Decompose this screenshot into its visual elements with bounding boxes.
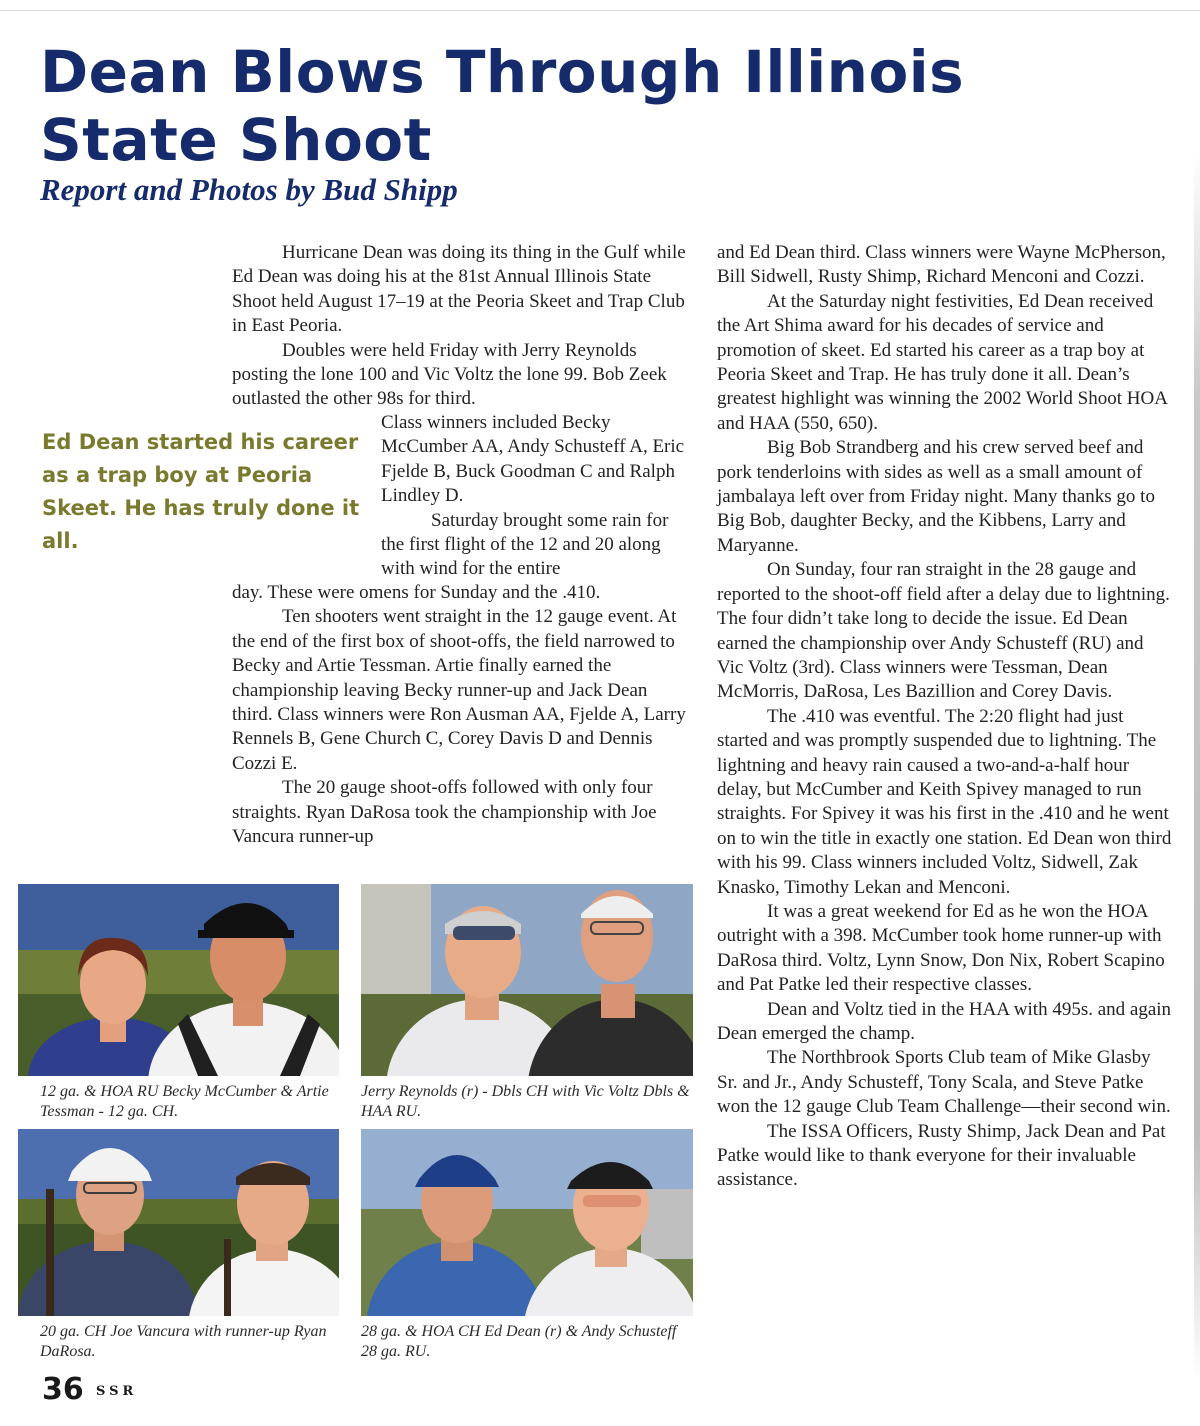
paragraph: The 20 gauge shoot-offs followed with only four straights. Ryan DaRosa took the championship with Joe Vancura runner-up [232, 777, 657, 848]
paragraph: Doubles were held Friday with Jerry Reynolds posting the lone 100 and Vic Voltz the lone 99. Bob Zeek outlasted the other 98s for third. [232, 339, 667, 410]
paragraph: It was a great weekend for Ed as he won the HOA outright with a 398. McCumber took home runner-up with DaRosa third. Voltz, Lynn Snow, Don Nix, Robert Scapino and Pat Patke led their respective classes. [717, 900, 1165, 996]
paragraph: The Northbrook Sports Club team of Mike Glasby Sr. and Jr., Andy Schusteff, Tony Scala, and Steve Patke won the 12 gauge Club Team Challenge—their second win. [717, 1047, 1171, 1118]
paragraph: The ISSA Officers, Rusty Shimp, Jack Dean and Pat Patke would like to thank everyone for their invaluable assistance. [717, 1120, 1166, 1191]
photo-caption: 12 ga. & HOA RU Becky McCumber & Artie Tessman - 12 ga. CH. [40, 1083, 329, 1120]
page-number: 36 [42, 1372, 84, 1407]
pull-quote: Ed Dean started his career as a trap boy at Peoria Skeet. He has truly done it all. [42, 430, 360, 553]
paragraph: Class winners included Becky McCumber AA, Andy Schusteff A, Eric Fjelde B, Buck Goodman C and Ralph Lindley D. [381, 412, 685, 507]
article-title: Dean Blows Through Illinois State Shoot [40, 38, 965, 174]
photo-caption: 28 ga. & HOA CH Ed Dean (r) & Andy Schusteff 28 ga. RU. [361, 1323, 677, 1360]
column-1-narrow [381, 411, 693, 582]
photo-vancura-darosa [18, 1129, 339, 1316]
paragraph: At the Saturday night festivities, Ed Dean received the Art Shima award for his decades of service and promotion of skeet. Ed started his career as a trap boy at Peoria Skeet and Trap. He has truly done it all. Dean’s greatest highlight was winning the 2002 World Shoot HOA and HAA (550, 650). [717, 290, 1167, 434]
paragraph: On Sunday, four ran straight in the 28 gauge and reported to the shoot-off field after a delay due to lightning. The four didn’t take long to decide the issue. Ed Dean earned the championship over Andy Schusteff (RU) and Vic Voltz (3rd). Class winners were Tessman, Dean McMorris, DaRosa, Les Bazillion and Corey Davis. [717, 559, 1170, 703]
article-byline: Report and Photos by Bud Shipp [40, 172, 458, 207]
page-edge-shadow [1194, 150, 1200, 1380]
magazine-name: SSR [96, 1384, 138, 1399]
paragraph: Hurricane Dean was doing its thing in the Gulf while Ed Dean was doing his at the 81st Annual Illinois State Shoot held August 17–19 at the Peoria Skeet and Trap Club in East Peoria. [232, 242, 686, 337]
column-1-bottom [232, 581, 692, 849]
paragraph: The .410 was eventful. The 2:20 flight had just started and was promptly suspended due to lightning. The lightning and heavy rain caused a two-and-a-half hour delay, but McCumber and Keith Spivey managed to run straights. For Spivey it was his first in the .410 and he went on to win the title in exactly one station. Ed Dean won third with his 99. Class winners included Voltz, Sidwell, Zak Knasko, Timothy Lekan and Menconi. [717, 705, 1172, 898]
paragraph: Dean and Voltz tied in the HAA with 495s. and again Dean emerged the champ. [717, 998, 1172, 1044]
paragraph: Saturday brought some rain for the first flight of the 12 and 20 along with wind for the entire [381, 509, 669, 580]
paragraph: Big Bob Strandberg and his crew served beef and pork tenderloins with sides as well as a small amount of jambalaya left over from Friday night. Many thanks go to Big Bob, daughter Becky, and the Kibbens, Larry and Maryanne. [717, 437, 1155, 556]
column-1-top [232, 241, 692, 412]
paragraph: Ten shooters went straight in the 12 gauge event. At the end of the first box of shoot-offs, the field narrowed to Becky and Artie Tessman. Artie finally earned the championship leaving Becky runner-up and Jack Dean third. Class winners were Ron Ausman AA, Fjelde A, Larry Rennels B, Gene Church C, Corey Davis D and Dennis Cozzi E. [232, 606, 686, 774]
top-rule [0, 10, 1200, 11]
photo-mccumber-tessman [18, 884, 339, 1076]
paragraph: and Ed Dean third. Class winners were Wayne McPherson, Bill Sidwell, Rusty Shimp, Richard Menconi and Cozzi. [717, 242, 1166, 288]
photo-dean-schusteff [361, 1129, 693, 1316]
paragraph: day. These were omens for Sunday and the .410. [232, 582, 601, 603]
photo-caption: Jerry Reynolds (r) - Dbls CH with Vic Voltz Dbls & HAA RU. [361, 1083, 690, 1120]
photo-reynolds-voltz [361, 884, 693, 1076]
column-2 [717, 241, 1172, 1193]
photo-caption: 20 ga. CH Joe Vancura with runner-up Ryan DaRosa. [40, 1323, 327, 1360]
